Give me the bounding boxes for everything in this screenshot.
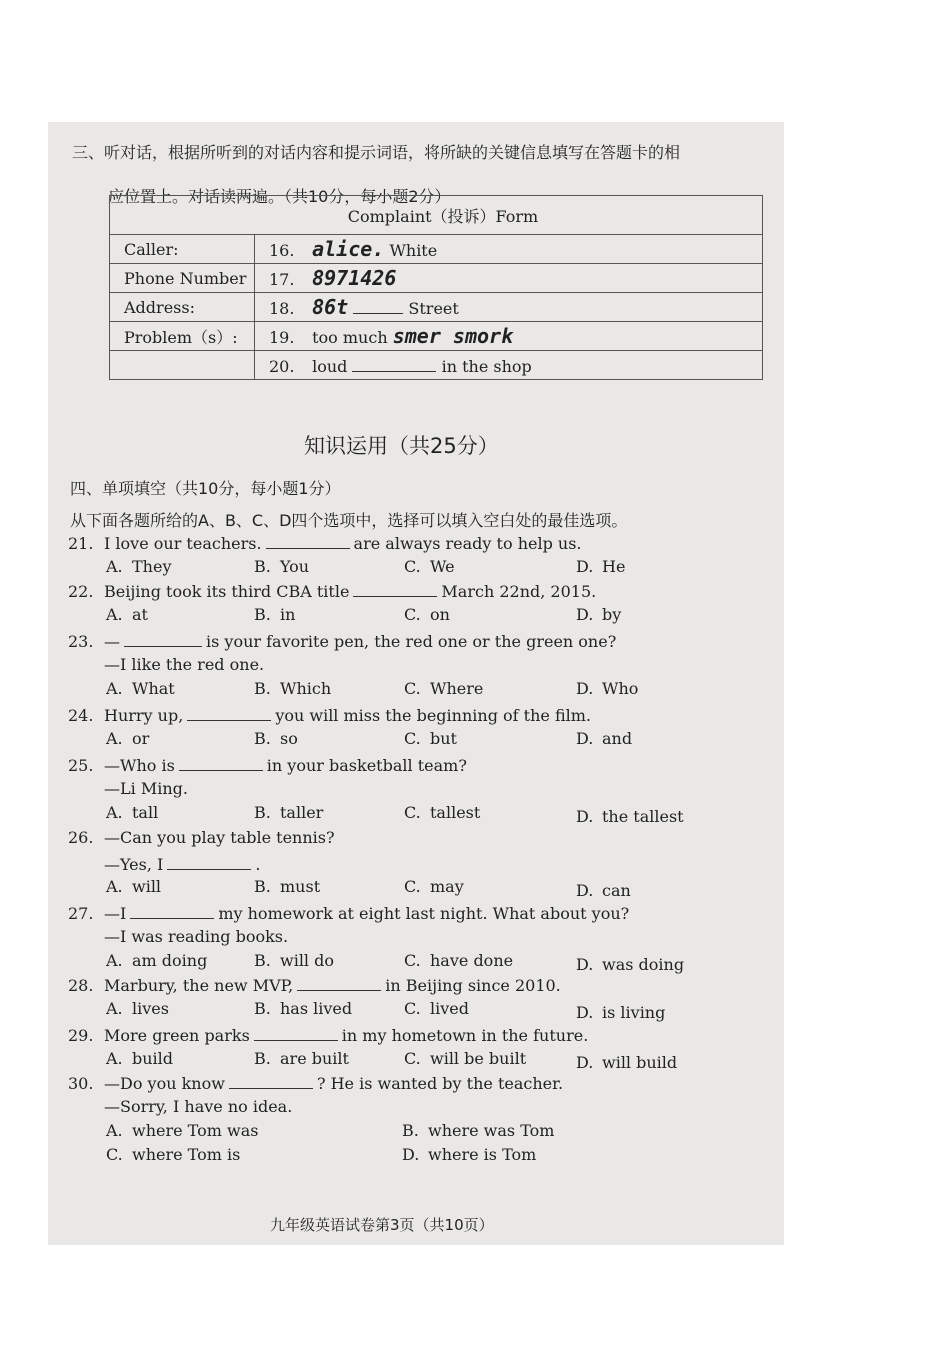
reply-text: —Sorry, I have no idea. (104, 1096, 293, 1116)
option-text: taller (280, 803, 324, 822)
option-letter: C. (106, 1145, 123, 1164)
answer-blank (353, 580, 437, 597)
option-letter: A. (106, 1121, 123, 1140)
option-text: so (280, 728, 298, 748)
answer-option (106, 729, 149, 748)
answer-option (106, 557, 171, 576)
form-row (110, 351, 763, 380)
question-stem (68, 974, 561, 995)
option-letter: C. (404, 556, 421, 576)
form-label (110, 351, 255, 380)
option-letter: C. (404, 604, 421, 624)
question-text: is your favorite pen, the red one or the green one? (206, 632, 617, 651)
question-text: in your basketball team? (266, 756, 467, 775)
option-text: will (132, 877, 162, 896)
option-letter: A. (106, 803, 123, 822)
option-letter: B. (254, 1048, 271, 1068)
answer-blank (124, 630, 202, 647)
option-letter: D. (576, 556, 594, 576)
option-text: He (602, 556, 626, 576)
option-text: has lived (280, 998, 353, 1018)
answer-option (576, 1053, 677, 1072)
answer-blank (352, 355, 436, 372)
form-answer: 20. loud in the shop (255, 351, 763, 380)
option-text: lived (430, 998, 469, 1018)
question-stem (68, 630, 616, 651)
option-text: They (132, 556, 172, 576)
question-stem (68, 754, 467, 775)
answer-option (576, 729, 632, 748)
question-number: 21. (68, 534, 94, 553)
answer-option (576, 557, 625, 576)
option-text: build (132, 1048, 174, 1068)
option-text: at (132, 604, 148, 624)
question-number: 30. (68, 1074, 94, 1093)
form-answer: 18. 86t Street (255, 293, 763, 322)
answer-option (254, 877, 320, 896)
option-letter: A. (106, 877, 123, 896)
question-stem (68, 532, 582, 553)
option-text: can (602, 881, 631, 900)
answer-option (576, 605, 621, 624)
form-row (110, 293, 763, 322)
answer-option (106, 1145, 240, 1164)
option-letter: A. (106, 1048, 123, 1068)
option-letter: C. (404, 803, 421, 822)
form-label: Address: (110, 293, 255, 322)
complaint-form (109, 195, 763, 380)
option-text: lives (132, 998, 169, 1018)
option-letter: D. (402, 1145, 420, 1164)
answer-option (576, 679, 638, 698)
answer-option (576, 881, 631, 900)
answer-option (254, 1049, 349, 1068)
option-text: is living (602, 1002, 666, 1022)
question-text: ? He is wanted by the teacher. (316, 1074, 564, 1093)
form-answer: 19. too much smer smork (255, 322, 763, 351)
answer-option (404, 1049, 526, 1068)
option-letter: D. (576, 679, 594, 698)
option-text: where is Tom (428, 1145, 537, 1164)
question-stem (68, 828, 335, 847)
question-stem (68, 1024, 588, 1045)
option-text: tallest (430, 803, 481, 822)
answer-blank (353, 297, 403, 314)
answer-option (254, 803, 323, 822)
answer-blank (229, 1072, 313, 1089)
handwritten-answer: 8971426 (312, 266, 397, 290)
option-letter: B. (254, 728, 271, 748)
answer-option (106, 605, 148, 624)
question-text: —Do you know (104, 1074, 225, 1093)
question-stem (68, 704, 591, 725)
question-text: my homework at eight last night. What about you? (218, 904, 630, 923)
option-letter: C. (404, 679, 421, 698)
option-text: have done (430, 951, 514, 970)
answer-blank (130, 902, 214, 919)
handwritten-answer: smer smork (392, 324, 514, 348)
option-letter: A. (106, 679, 123, 698)
section4-instruction: 从下面各题所给的A、B、C、D四个选项中，选择可以填入空白处的最佳选项。 (70, 511, 628, 530)
answer-option (402, 1145, 536, 1164)
question-text: —Who is (104, 756, 175, 775)
option-text: in (280, 604, 296, 624)
question-number: 28. (68, 976, 94, 995)
answer-blank (266, 532, 350, 549)
question-text: — (104, 632, 120, 651)
option-letter: D. (576, 1052, 594, 1072)
part-title: 知识运用（共25分） (304, 434, 499, 458)
question-text: I love our teachers. (104, 534, 262, 553)
answer-option (404, 605, 450, 624)
question-text: More green parks (104, 1026, 250, 1045)
answer-option (254, 729, 298, 748)
answer-blank (297, 974, 381, 991)
question-number: 22. (68, 582, 94, 601)
answer-blank (167, 853, 251, 870)
option-text: on (430, 604, 450, 624)
answer-option (254, 999, 352, 1018)
answer-option (404, 679, 483, 698)
answer-option (576, 1003, 665, 1022)
handwritten-answer: alice. (312, 237, 385, 261)
question-text: Hurry up, (104, 706, 184, 725)
exam-page (48, 122, 784, 1245)
answer-option (402, 1121, 554, 1140)
answer-option (404, 557, 455, 576)
section3-heading-line1: 三、听对话，根据所听到的对话内容和提示词语，将所缺的关键信息填写在答题卡的相 (72, 143, 681, 162)
answer-option (254, 557, 309, 576)
question-text: in my hometown in the future. (341, 1026, 589, 1045)
option-text: Who (602, 679, 639, 698)
question-number: 26. (68, 828, 94, 847)
option-letter: D. (576, 604, 594, 624)
option-text: are built (280, 1048, 349, 1068)
answer-option (106, 679, 175, 698)
option-text: will do (280, 951, 335, 970)
answer-option (404, 951, 513, 970)
question-reply (104, 655, 264, 674)
option-text: We (430, 556, 455, 576)
section3-heading-line2: 应位置上。对话读两遍。（共10分，每小题2分） (108, 187, 451, 206)
question-reply (104, 853, 260, 874)
option-letter: A. (106, 604, 123, 624)
answer-blank (179, 754, 263, 771)
question-stem (68, 1072, 563, 1093)
option-text: You (280, 556, 310, 576)
option-letter: D. (576, 955, 594, 974)
option-letter: B. (254, 877, 271, 896)
question-number: 29. (68, 1026, 94, 1045)
form-answer: 17. 8971426 (255, 264, 763, 293)
reply-text: —Li Ming. (104, 778, 188, 798)
question-number: 24. (68, 706, 94, 725)
question-reply (104, 779, 188, 798)
option-letter: A. (106, 951, 123, 970)
option-letter: B. (254, 951, 271, 970)
form-row (110, 235, 763, 264)
option-letter: A. (106, 728, 123, 748)
answer-option (106, 877, 161, 896)
option-text: the tallest (602, 807, 684, 826)
option-text: where was Tom (428, 1121, 555, 1140)
answer-option (404, 877, 464, 896)
option-letter: B. (402, 1121, 419, 1140)
answer-option (106, 951, 207, 970)
form-answer: 16. alice. White (255, 235, 763, 264)
option-letter: C. (404, 998, 421, 1018)
option-text: was doing (602, 955, 685, 974)
answer-option (254, 951, 334, 970)
reply-text: —I like the red one. (104, 654, 265, 674)
option-letter: D. (576, 728, 594, 748)
question-text: in Beijing since 2010. (385, 976, 561, 995)
handwritten-answer: 86t (312, 295, 349, 319)
question-reply (104, 1097, 292, 1116)
option-text: must (280, 877, 321, 896)
reply-text: . (255, 854, 261, 874)
answer-option (106, 1121, 258, 1140)
option-text: What (132, 679, 175, 698)
question-text: —Can you play table tennis? (104, 828, 335, 847)
page-footer: 九年级英语试卷第3页（共10页） (270, 1216, 494, 1234)
answer-option (106, 999, 169, 1018)
option-text: but (430, 728, 457, 748)
option-letter: C. (404, 951, 421, 970)
question-text: —I (104, 904, 127, 923)
answer-blank (254, 1024, 338, 1041)
option-text: Where (430, 679, 484, 698)
answer-option (404, 803, 480, 822)
form-row (110, 322, 763, 351)
option-text: will build (602, 1052, 678, 1072)
option-letter: D. (576, 1002, 594, 1022)
reply-text: —I was reading books. (104, 926, 289, 946)
form-title: Complaint（投诉）Form (110, 196, 763, 235)
reply-text: —Yes, I (104, 854, 164, 874)
option-letter: B. (254, 679, 271, 698)
form-label: Caller: (110, 235, 255, 264)
section4-heading: 四、单项填空（共10分，每小题1分） (70, 479, 341, 498)
question-text: March 22nd, 2015. (441, 582, 597, 601)
option-letter: B. (254, 556, 271, 576)
option-text: or (132, 728, 150, 748)
option-text: am doing (132, 951, 208, 970)
question-text: are always ready to help us. (353, 534, 582, 553)
option-text: will be built (430, 1048, 527, 1068)
question-text: Beijing took its third CBA title (104, 582, 350, 601)
option-text: and (602, 728, 633, 748)
answer-option (254, 679, 331, 698)
option-letter: C. (404, 877, 421, 896)
question-text: you will miss the beginning of the film. (275, 706, 591, 725)
option-letter: B. (254, 998, 271, 1018)
question-stem (68, 902, 629, 923)
option-text: where Tom is (132, 1145, 241, 1164)
option-letter: D. (576, 807, 594, 826)
answer-option (106, 803, 158, 822)
answer-option (576, 807, 684, 826)
question-reply (104, 927, 288, 946)
answer-option (254, 605, 295, 624)
option-letter: C. (404, 1048, 421, 1068)
option-letter: D. (576, 881, 594, 900)
option-text: where Tom was (132, 1121, 259, 1140)
question-number: 25. (68, 756, 94, 775)
answer-blank (187, 704, 271, 721)
question-number: 27. (68, 904, 94, 923)
option-text: may (430, 877, 464, 896)
option-letter: B. (254, 604, 271, 624)
question-stem (68, 580, 596, 601)
option-text: tall (132, 803, 159, 822)
form-label: Phone Number (110, 264, 255, 293)
answer-option (106, 1049, 173, 1068)
question-text: Marbury, the new MVP, (104, 976, 294, 995)
answer-option (576, 955, 684, 974)
form-row (110, 264, 763, 293)
option-letter: A. (106, 556, 123, 576)
question-number: 23. (68, 632, 94, 651)
option-text: by (602, 604, 622, 624)
answer-option (404, 729, 457, 748)
answer-option (404, 999, 469, 1018)
option-letter: A. (106, 998, 123, 1018)
option-letter: B. (254, 803, 271, 822)
option-letter: C. (404, 728, 421, 748)
option-text: Which (280, 679, 332, 698)
form-label: Problem（s）: (110, 322, 255, 351)
